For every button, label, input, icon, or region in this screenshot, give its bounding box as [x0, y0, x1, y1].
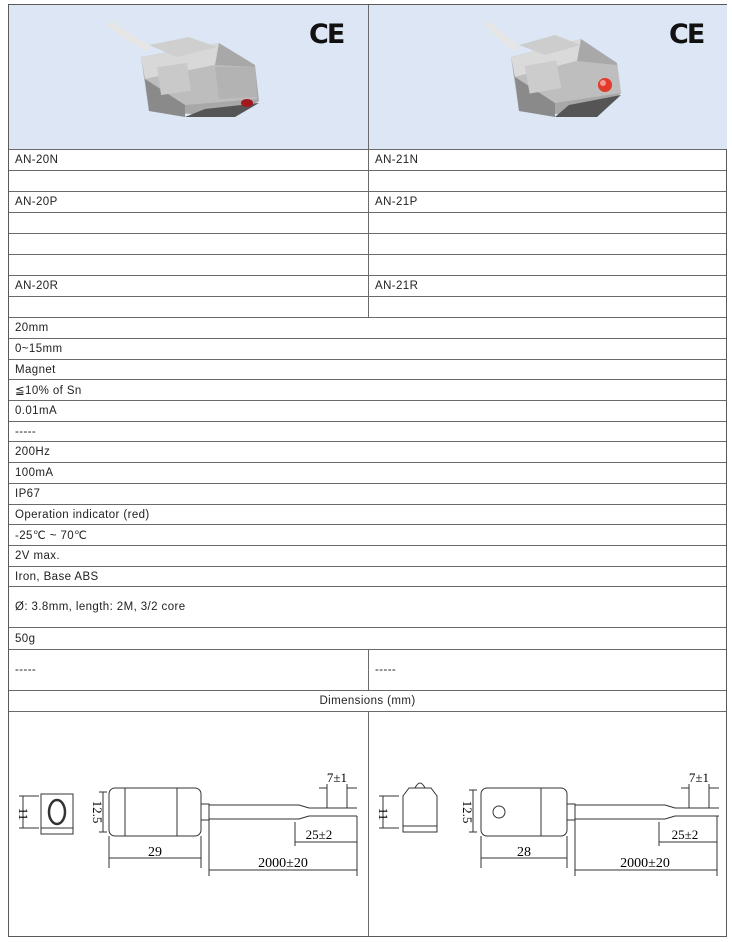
model-left: [9, 171, 368, 191]
spec-row: [9, 318, 726, 339]
model-right: [368, 255, 726, 275]
spec-value: Iron, Base ABS: [15, 570, 99, 583]
dim-lead: 25±2: [671, 827, 699, 842]
model-right: [368, 171, 726, 191]
model-right: AN-21P: [368, 192, 726, 212]
model-row: [9, 192, 726, 213]
model-right: [368, 297, 726, 317]
spec-row: [9, 484, 726, 505]
dim-cable: 2000±20: [258, 856, 308, 871]
model-row: [9, 276, 726, 297]
spec-row: [9, 463, 726, 484]
split-row: [9, 650, 726, 691]
spec-value: 2V max.: [15, 550, 60, 562]
spec-row: [9, 525, 726, 546]
spec-value: -----: [15, 425, 37, 438]
spec-value: 0.01mA: [15, 405, 58, 417]
dim-length: 29: [148, 845, 162, 860]
dim-cable: 2000±20: [620, 856, 670, 871]
model-right: [368, 213, 726, 233]
dim-body-height: 12.5: [90, 800, 105, 824]
spec-row: [9, 422, 726, 442]
model-row: [9, 255, 726, 276]
spec-value: Operation indicator (red): [15, 508, 150, 521]
spec-value: Ø: 3.8mm, length: 2M, 3/2 core: [15, 601, 186, 613]
spec-sheet: [8, 4, 727, 937]
photo-row-border: [9, 5, 726, 150]
model-left: AN-20P: [15, 196, 58, 208]
spec-row: [9, 339, 726, 360]
spec-row: [9, 628, 726, 650]
model-left: AN-20N: [15, 154, 59, 166]
model-left: AN-20R: [15, 280, 59, 292]
spec-row: [9, 380, 726, 401]
dim-body-height: 12.5: [460, 800, 475, 824]
model-right: AN-21N: [368, 150, 726, 170]
dim-height: 11: [16, 807, 31, 821]
model-row: [9, 150, 726, 171]
spec-value: 100mA: [15, 467, 54, 479]
dim-length: 28: [517, 845, 531, 860]
spec-row: [9, 360, 726, 380]
spec-value: -25℃ ~ 70℃: [15, 530, 88, 542]
spec-row: [9, 505, 726, 525]
spec-value: Magnet: [15, 363, 56, 376]
spec-value: IP67: [15, 488, 41, 500]
spec-row: [9, 567, 726, 587]
dimensions-heading: Dimensions (mm): [319, 695, 416, 707]
model-left: [9, 234, 368, 254]
model-row: [9, 171, 726, 192]
spec-value: 50g: [15, 632, 36, 645]
spec-value: 20mm: [15, 322, 49, 334]
spec-row: [9, 546, 726, 567]
model-right: AN-21R: [368, 276, 726, 296]
dimension-drawing-left: [9, 712, 368, 936]
model-row: [9, 234, 726, 255]
spec-row: [9, 401, 726, 422]
split-left: -----: [15, 664, 37, 676]
dim-lead: 25±2: [305, 827, 333, 842]
dimensions-heading-row: [9, 691, 726, 712]
spec-value: ≦10% of Sn: [15, 385, 82, 397]
model-left: [9, 297, 368, 317]
dim-height: 11: [376, 807, 391, 821]
spec-value: 200Hz: [15, 446, 51, 458]
spec-row: [9, 442, 726, 463]
split-right: -----: [368, 650, 726, 690]
model-row: [9, 297, 726, 318]
ce-mark-left: CE: [309, 19, 344, 50]
dim-strip: 7±1: [688, 770, 710, 785]
dim-strip: 7±1: [326, 770, 348, 785]
model-left: [9, 213, 368, 233]
model-row: [9, 213, 726, 234]
model-left: [9, 255, 368, 275]
spec-value: 0~15mm: [15, 343, 63, 355]
dimension-drawing-right: [369, 712, 726, 936]
spec-row: [9, 587, 726, 628]
ce-mark-right: CE: [669, 19, 704, 50]
model-right: [368, 234, 726, 254]
